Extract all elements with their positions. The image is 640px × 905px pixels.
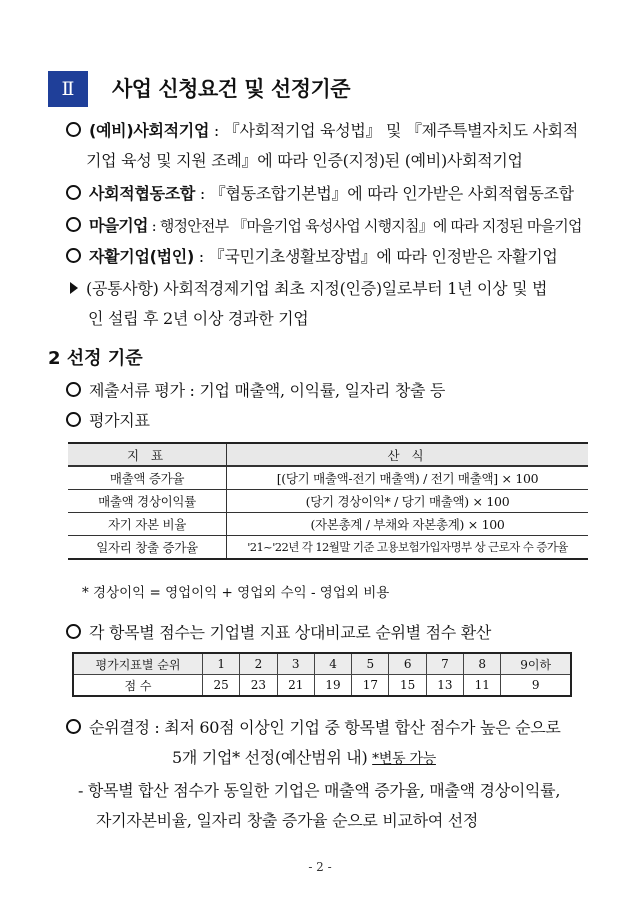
circle-bullet-icon [66,122,81,137]
eligibility-item-village [66,213,582,236]
eligibility-key: 마을기업 [89,216,148,235]
eligibility-text: : 행정안전부 『마을기업 육성사업 시행지침』에 따라 지정된 마을기업 [147,217,582,235]
table-cell: (당기 경상이익* / 당기 매출액) × 100 [227,490,589,513]
eligibility-item-social-enterprise-cont: 기업 육성 및 지원 조례』에 따라 인증(지정)된 (예비)사회적기업 [86,151,523,170]
triangle-bullet-icon [70,282,78,294]
common-text: (공통사항) 사회적경제기업 최초 지정(인증)일로부터 1년 이상 및 법 [86,279,548,298]
decision-text: 순위결정 : 최저 60점 이상인 기업 중 항목별 합산 점수가 높은 순으로 [89,718,561,737]
decision-note: *변동 가능 [372,751,436,767]
common-requirement [70,276,547,299]
circle-bullet-icon [66,185,81,200]
table-cell: 17 [352,675,389,697]
table-cell: 매출액 경상이익률 [68,490,227,513]
table-cell: 일자리 창출 증가율 [68,536,227,560]
section-number-box [48,71,88,107]
table-cell: 5 [352,653,389,675]
eligibility-key: 자활기업(법인) [89,247,194,266]
table-header: 지 표 [68,443,227,466]
table-cell: 15 [389,675,426,697]
common-requirement-cont: 인 설립 후 2년 이상 경과한 기업 [88,309,309,328]
table-cell: 6 [389,653,426,675]
page-number: - 2 - [308,860,332,874]
circle-bullet-icon [66,719,81,734]
eligibility-item-self-sufficiency [66,244,558,267]
table-cell: 9이하 [501,653,571,675]
table-row [68,536,588,560]
indicator-table [68,442,588,560]
eligibility-key: 사회적협동조합 [89,184,196,203]
table-cell: 3 [277,653,314,675]
table-row [73,653,571,675]
table-cell: 1 [203,653,240,675]
table-cell: 8 [464,653,501,675]
table-cell: 2 [240,653,277,675]
circle-bullet-icon [66,382,81,397]
table-cell: 9 [501,675,571,697]
eligibility-key: (예비)사회적기업 [89,121,210,140]
eligibility-text: : 『사회적기업 육성법』 및 『제주특별자치도 사회적 [209,121,578,140]
circle-bullet-icon [66,248,81,263]
circle-bullet-icon [66,624,81,639]
table-row [73,675,571,697]
table-cell: 매출액 증가율 [68,466,227,490]
rank-text: 각 항목별 점수는 기업별 지표 상대비교로 순위별 점수 환산 [89,623,492,642]
table-cell: 25 [203,675,240,697]
table-row [68,490,588,513]
tie-break-cont: 자기자본비율, 일자리 창출 증가율 순으로 비교하여 선정 [96,811,479,830]
docs-text: 제출서류 평가 : 기업 매출액, 이익률, 일자리 창출 등 [89,381,446,400]
table-cell: 19 [314,675,351,697]
table-cell: 4 [314,653,351,675]
eligibility-text: : 『협동조합기본법』에 따라 인가받은 사회적협동조합 [195,184,574,203]
table-header: 산 식 [227,443,589,466]
eligibility-item-social-enterprise [66,118,578,141]
table-cell: 7 [426,653,463,675]
table-cell: '21~'22년 각 12월말 기준 고용보험가입자명부 상 근로자 수 증가율 [227,536,589,560]
table-cell: [(당기 매출액-전기 매출액) / 전기 매출액] × 100 [227,466,589,490]
tie-break: - 항목별 합산 점수가 동일한 기업은 매출액 증가율, 매출액 경상이익률, [78,781,561,800]
table-header-row [68,443,588,466]
table-cell: 23 [240,675,277,697]
table-cell: 자기 자본 비율 [68,513,227,536]
circle-bullet-icon [66,412,81,427]
table-row [68,513,588,536]
circle-bullet-icon [66,217,81,232]
table-cell: 13 [426,675,463,697]
rank-decision-cont [172,745,436,768]
table-cell: (자본총계 / 부채와 자본총계) × 100 [227,513,589,536]
rank-conversion [66,620,491,643]
table-row [68,466,588,490]
eligibility-item-social-coop [66,181,574,204]
docs-evaluation [66,378,445,401]
section-title: 사업 신청요건 및 선정기준 [112,77,351,101]
decision-text: 5개 기업* 선정(예산범위 내) [172,748,373,767]
table-cell: 점 수 [73,675,203,697]
table-cell: 11 [464,675,501,697]
eligibility-text: : 『국민기초생활보장법』에 따라 인정받은 자활기업 [193,247,558,266]
rank-decision [66,715,561,738]
indicators-label [66,408,150,431]
criteria-heading: 2 선정 기준 [48,348,143,369]
rank-score-table [72,652,572,697]
section-number: Ⅱ [61,78,75,100]
indicators-text: 평가지표 [89,411,150,430]
table-cell: 평가지표별 순위 [73,653,203,675]
table-cell: 21 [277,675,314,697]
footnote: * 경상이익 = 영업이익 + 영업외 수익 - 영업외 비용 [82,585,390,601]
